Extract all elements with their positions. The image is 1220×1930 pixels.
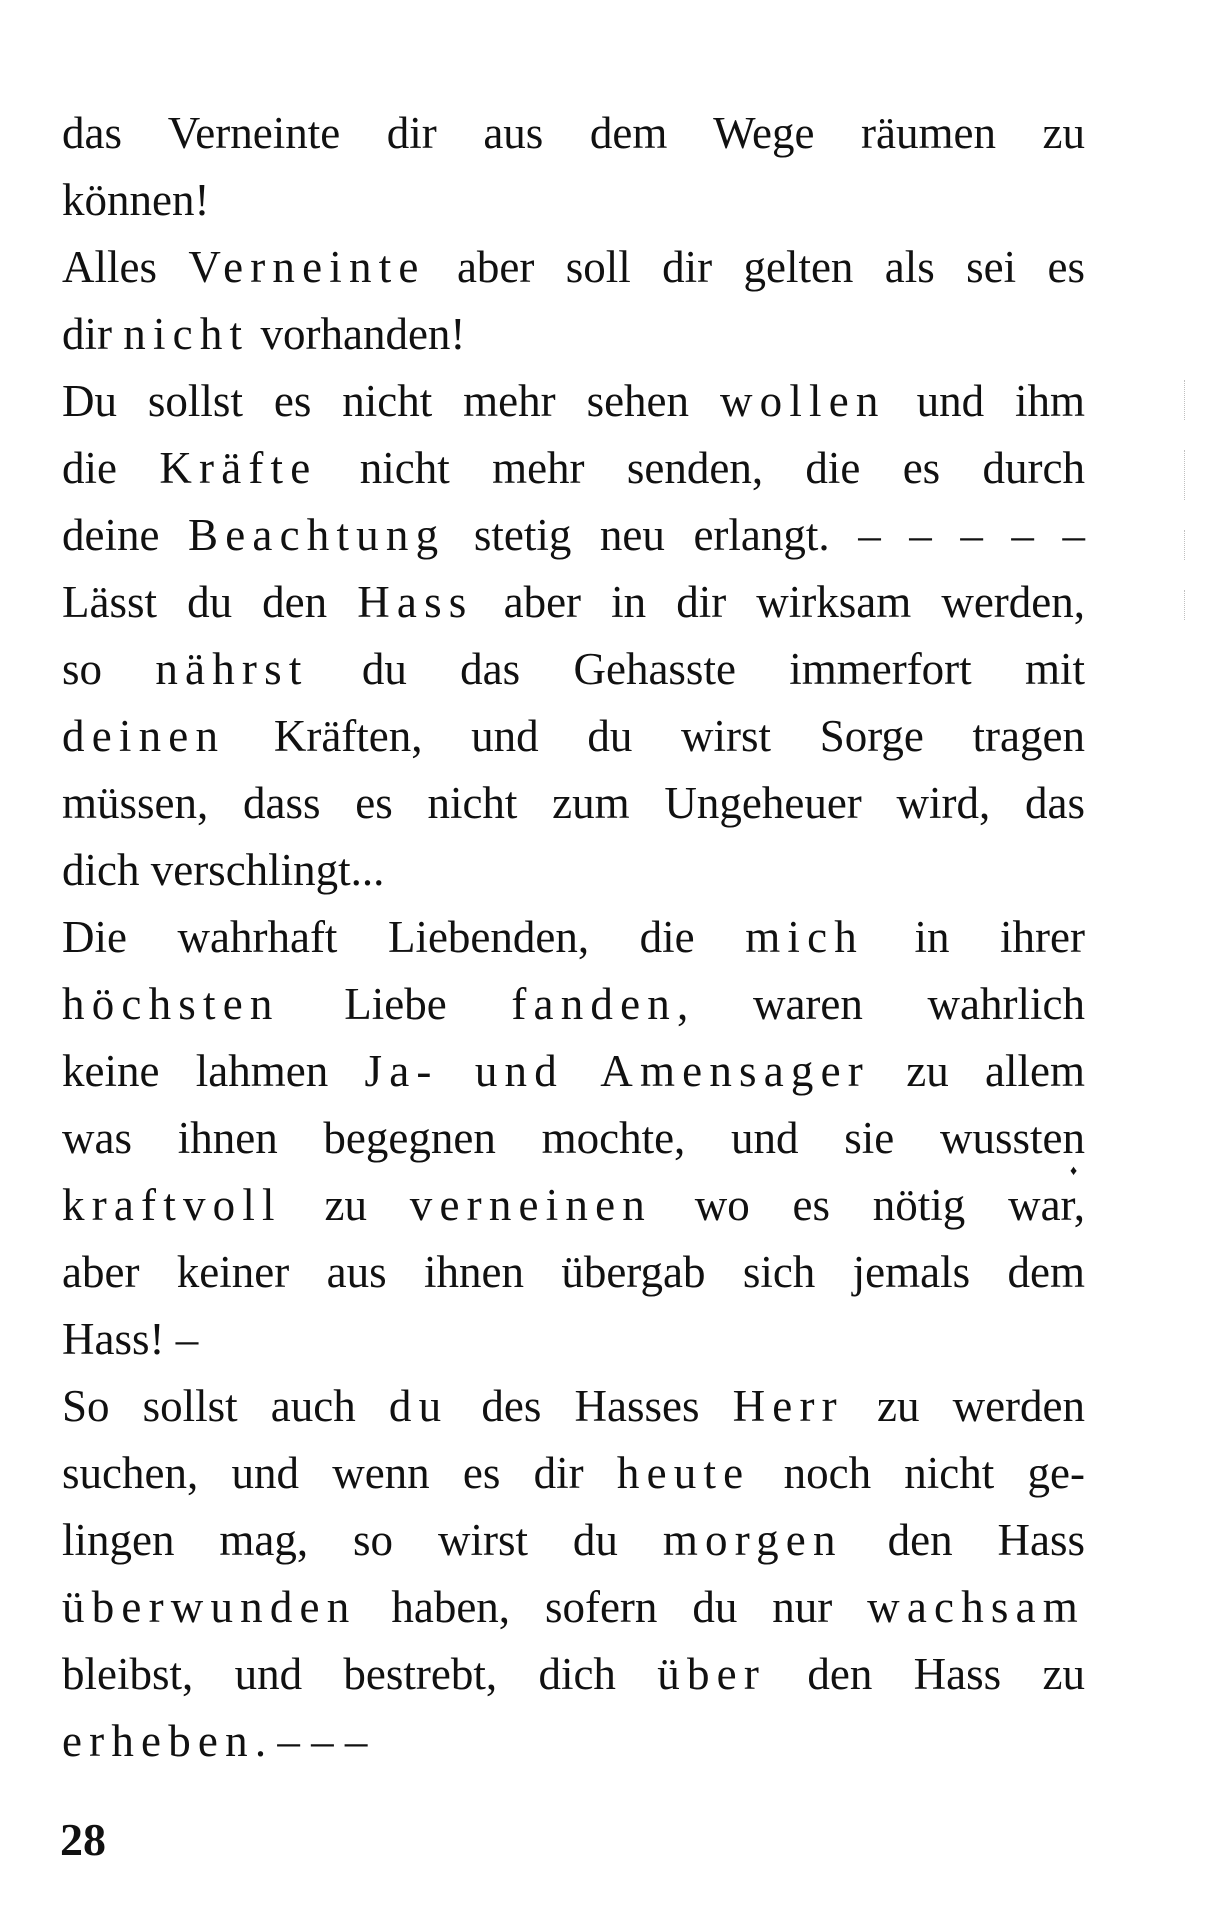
spaced-emphasis: überwunden xyxy=(62,1582,357,1632)
text-line xyxy=(62,971,1085,1038)
text-run: nicht mehr senden, die es durch xyxy=(317,443,1085,493)
page-number: 28 xyxy=(60,1814,106,1865)
spaced-emphasis: erheben xyxy=(62,1716,255,1766)
text-line xyxy=(62,368,1085,435)
text-run: aber in dir wirksam werden, xyxy=(473,577,1085,627)
text-run: noch nicht ge- xyxy=(750,1448,1085,1498)
text-line xyxy=(62,234,1085,301)
text-run: So sollst auch xyxy=(62,1381,389,1431)
text-line xyxy=(62,502,1085,569)
text-line xyxy=(62,1708,1085,1775)
text-run: Lässt du den xyxy=(62,577,358,627)
text-line xyxy=(62,1440,1085,1507)
text-run: das Verneinte dir aus dem Wege räumen zu xyxy=(62,108,1085,158)
text-line xyxy=(62,435,1085,502)
text-run: stetig neu erlangt. – – – – – xyxy=(445,510,1086,560)
text-run: was ihnen begegnen mochte, und sie wussten xyxy=(62,1113,1085,1163)
margin-scan-marks xyxy=(1184,380,1186,620)
spaced-emphasis: deinen xyxy=(62,711,226,761)
text-run: aber soll dir gelten als sei es xyxy=(425,242,1085,292)
text-run: du das Gehasste immerfort mit xyxy=(308,644,1085,694)
text-run: Hass! – xyxy=(62,1314,199,1364)
text-run: müssen, dass es nicht zum Ungeheuer wird, das xyxy=(62,778,1085,828)
text-run: deine xyxy=(62,510,189,560)
spaced-emphasis: Beachtung xyxy=(188,510,446,560)
text-run: dir xyxy=(62,309,124,359)
spaced-emphasis: Herr xyxy=(732,1381,844,1431)
text-line xyxy=(62,1105,1085,1172)
text-run: Die wahrhaft Liebenden, die xyxy=(62,912,746,962)
text-line xyxy=(62,1507,1085,1574)
text-line xyxy=(62,1306,1085,1373)
spaced-emphasis: fanden xyxy=(511,979,678,1029)
text-run: keine lahmen xyxy=(62,1046,365,1096)
spaced-emphasis: nährst xyxy=(155,644,309,694)
text-run: bleibst, und bestrebt, dich xyxy=(62,1649,658,1699)
text-run xyxy=(564,1046,600,1096)
text-run: und ihm xyxy=(885,376,1085,426)
text-run: so xyxy=(62,644,156,694)
text-run: Du sollst es nicht mehr sehen xyxy=(62,376,720,426)
text-run: suchen, und wenn es dir xyxy=(62,1448,617,1498)
text-run: zu werden xyxy=(843,1381,1085,1431)
text-run: haben, sofern du nur xyxy=(356,1582,868,1632)
text-line xyxy=(62,1641,1085,1708)
text-run: , waren wahrlich xyxy=(677,979,1085,1029)
text-run: die xyxy=(62,443,160,493)
text-run: aber keiner aus ihnen übergab sich jemals dem xyxy=(62,1247,1085,1297)
spaced-emphasis: nicht xyxy=(123,309,250,359)
text-run: Kräften, und du wirst Sorge tragen xyxy=(225,711,1085,761)
spaced-emphasis: wollen xyxy=(719,376,886,426)
text-run: zu allem xyxy=(869,1046,1085,1096)
spaced-emphasis: heute xyxy=(616,1448,751,1498)
text-run: vorhanden! xyxy=(249,309,466,359)
spaced-emphasis: mich xyxy=(745,912,864,962)
text-run: . – – – xyxy=(254,1716,368,1766)
text-line xyxy=(62,1239,1085,1306)
text-line xyxy=(62,100,1085,167)
text-run: Alles xyxy=(62,242,189,292)
text-line xyxy=(62,770,1085,837)
spaced-emphasis: über xyxy=(657,1649,767,1699)
text-run: wo es nötig war, xyxy=(652,1180,1085,1230)
text-run: in ihrer xyxy=(863,912,1085,962)
text-run: den Hass xyxy=(842,1515,1085,1565)
spaced-emphasis: verneinen xyxy=(409,1180,652,1230)
spaced-emphasis: morgen xyxy=(662,1515,843,1565)
text-line xyxy=(62,904,1085,971)
spaced-emphasis: Ja- xyxy=(364,1046,439,1096)
ink-dot: ♦ xyxy=(1070,1164,1078,1179)
text-line xyxy=(62,703,1085,770)
text-line xyxy=(62,837,1085,904)
text-run: zu xyxy=(281,1180,410,1230)
spaced-emphasis: Amensager xyxy=(600,1046,870,1096)
text-run: den Hass zu xyxy=(766,1649,1085,1699)
text-line xyxy=(62,636,1085,703)
text-line xyxy=(62,301,1085,368)
text-line xyxy=(62,1373,1085,1440)
text-run: des Hasses xyxy=(448,1381,733,1431)
text-line xyxy=(62,569,1085,636)
text-line xyxy=(62,1574,1085,1641)
text-line xyxy=(62,167,1085,234)
body-text xyxy=(62,100,1085,1775)
spaced-emphasis: du xyxy=(388,1381,449,1431)
text-run: lingen mag, so wirst du xyxy=(62,1515,663,1565)
spaced-emphasis: Kräfte xyxy=(159,443,318,493)
spaced-emphasis: Hass xyxy=(357,577,474,627)
spaced-emphasis: höchsten xyxy=(62,979,280,1029)
spaced-emphasis: Verneinte xyxy=(188,242,426,292)
text-line xyxy=(62,1038,1085,1105)
text-run: Liebe xyxy=(279,979,512,1029)
text-run: dich verschlingt... xyxy=(62,845,385,895)
spaced-emphasis: wachsam xyxy=(867,1582,1085,1632)
text-line xyxy=(62,1172,1085,1239)
text-run xyxy=(439,1046,475,1096)
spaced-emphasis: kraftvoll xyxy=(62,1180,282,1230)
spaced-emphasis: und xyxy=(474,1046,564,1096)
text-run: können! xyxy=(62,175,210,225)
